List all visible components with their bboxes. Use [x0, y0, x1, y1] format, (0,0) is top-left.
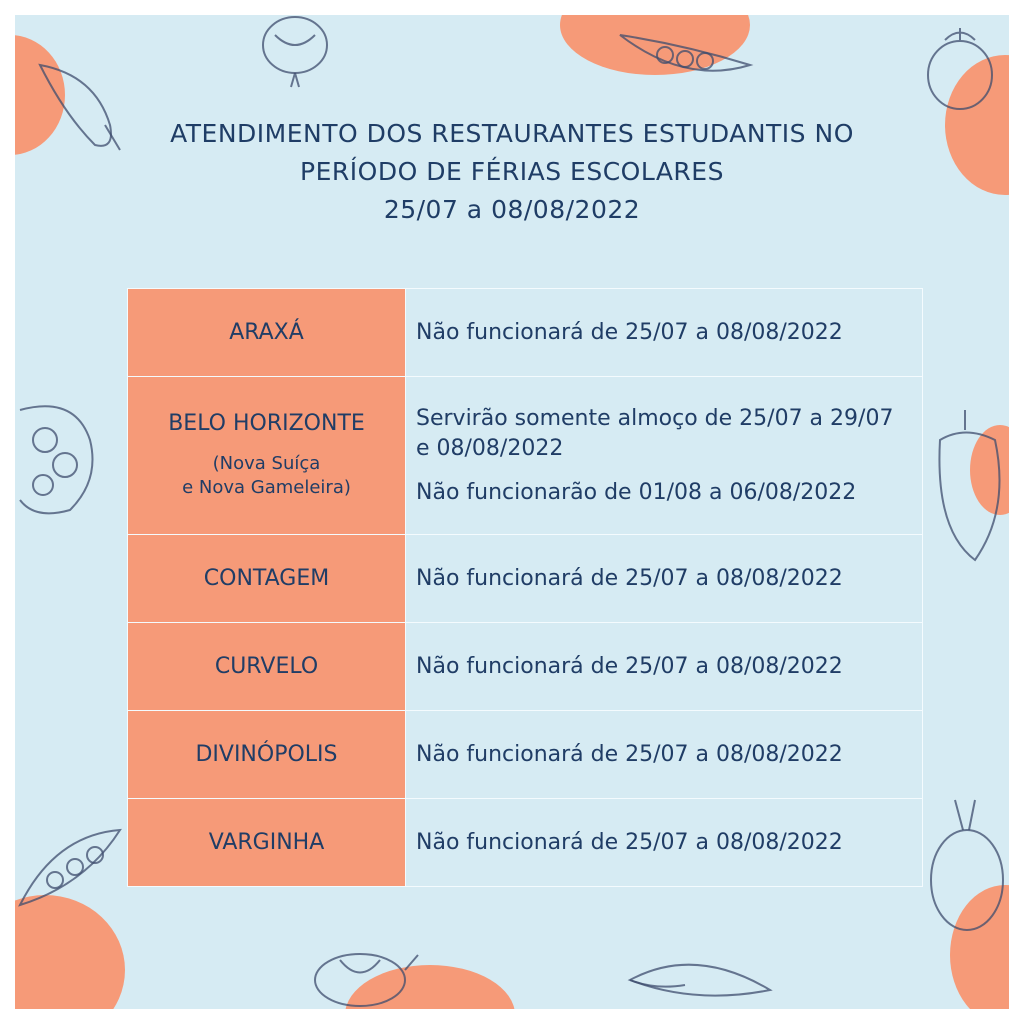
city-subtitle — [129, 452, 404, 500]
pea-pod-icon — [15, 825, 125, 915]
title-line-1: ATENDIMENTO DOS RESTAURANTES ESTUDANTIS NO — [170, 119, 854, 148]
status-cell — [406, 377, 923, 535]
status-text-closed: Não funcionarão de 01/08 a 06/08/2022 — [416, 479, 857, 505]
status-text-lunch: Servirão somente almoço de 25/07 a 29/07 e 08/08/2022 — [416, 405, 894, 461]
chili-icon — [625, 950, 775, 1009]
city-cell: VARGINHA — [128, 799, 406, 887]
city-cell: ARAXÁ — [128, 289, 406, 377]
garlic-icon — [310, 940, 420, 1009]
table-row — [128, 711, 923, 799]
schedule-table — [127, 288, 923, 887]
cauliflower-icon — [15, 400, 100, 525]
status-cell: Não funcionará de 25/07 a 08/08/2022 — [406, 535, 923, 623]
city-cell — [128, 377, 406, 535]
table-row — [128, 377, 923, 535]
onion-icon — [255, 15, 335, 90]
city-cell: CONTAGEM — [128, 535, 406, 623]
status-cell: Não funcionará de 25/07 a 08/08/2022 — [406, 799, 923, 887]
tomato-icon — [920, 20, 1000, 115]
onion-icon — [925, 795, 1009, 945]
city-name: BELO HORIZONTE — [168, 411, 365, 436]
city-subtitle-line-1: (Nova Suíça — [212, 453, 321, 474]
title-dates: 25/07 a 08/08/2022 — [383, 195, 641, 224]
status-cell: Não funcionará de 25/07 a 08/08/2022 — [406, 711, 923, 799]
poster — [15, 15, 1009, 1009]
table-row — [128, 289, 923, 377]
pea-pod-icon — [615, 25, 755, 85]
city-cell: DIVINÓPOLIS — [128, 711, 406, 799]
table-row — [128, 535, 923, 623]
pepper-icon — [925, 400, 1009, 570]
city-cell: CURVELO — [128, 623, 406, 711]
title-line-2: PERÍODO DE FÉRIAS ESCOLARES — [300, 157, 724, 186]
page-title — [15, 115, 1009, 229]
status-cell: Não funcionará de 25/07 a 08/08/2022 — [406, 623, 923, 711]
status-cell: Não funcionará de 25/07 a 08/08/2022 — [406, 289, 923, 377]
table-row — [128, 623, 923, 711]
city-subtitle-line-2: e Nova Gameleira) — [182, 477, 351, 498]
table-row — [128, 799, 923, 887]
